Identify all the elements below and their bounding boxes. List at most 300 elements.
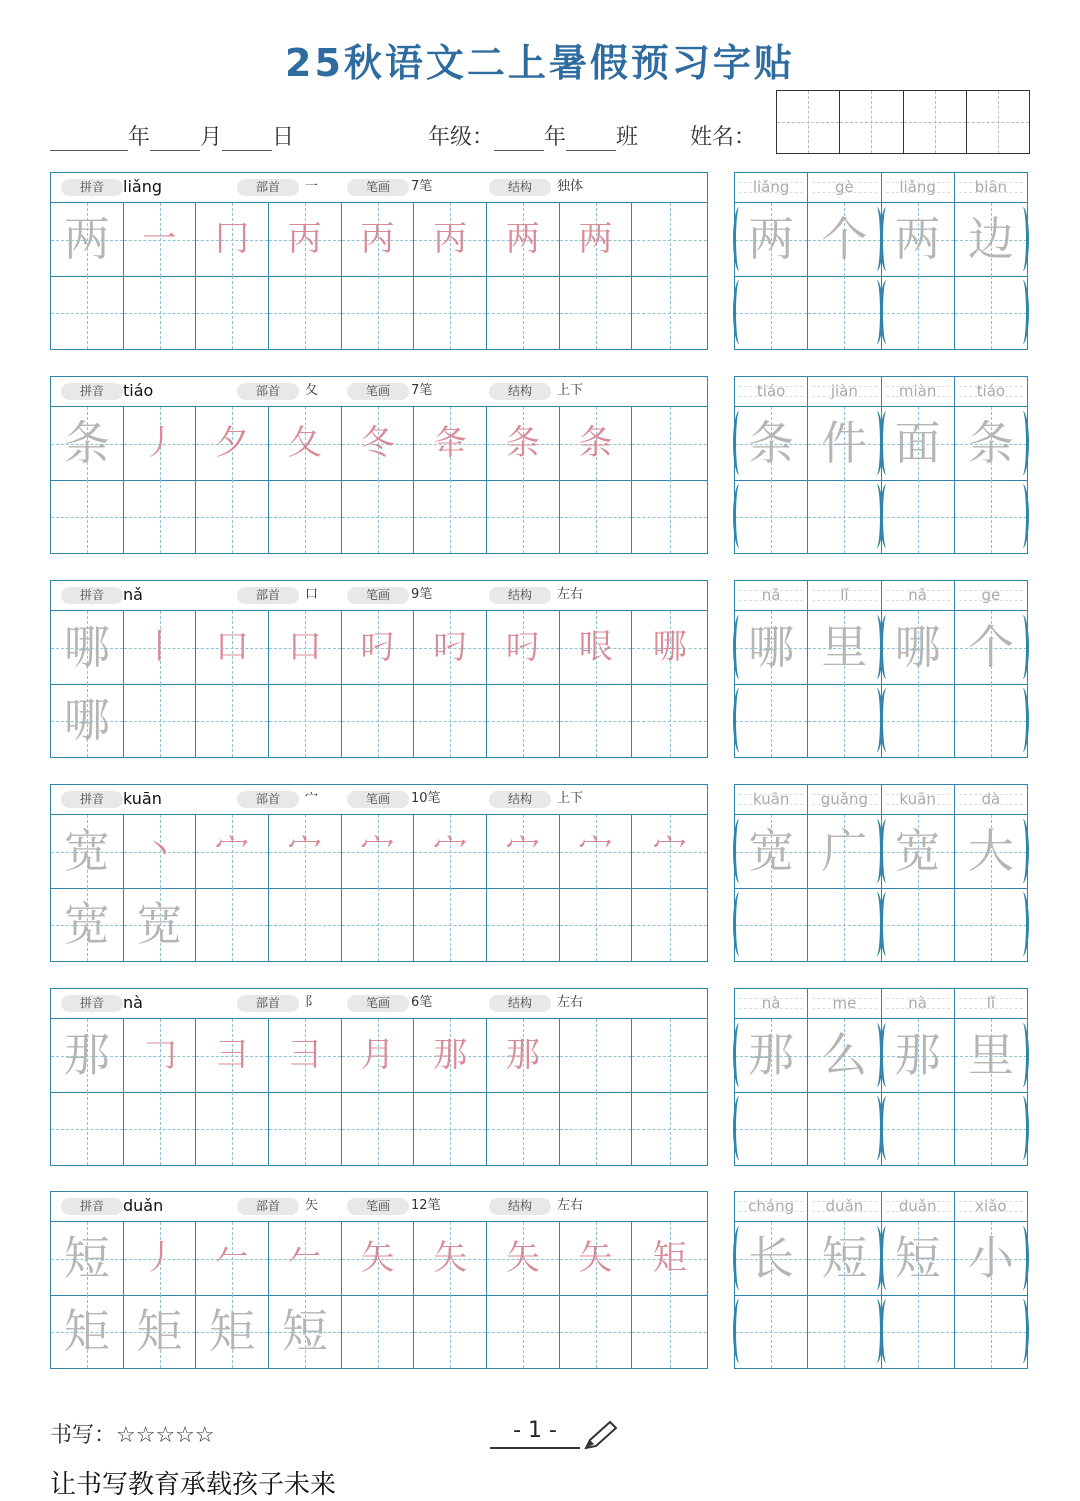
char-block-4 (0, 784, 1080, 964)
writing-cell[interactable] (269, 276, 342, 349)
left-paren (733, 484, 746, 548)
writing-cell[interactable]: 𠂉 (196, 1222, 269, 1295)
word-pinyin: kuān (735, 785, 808, 814)
left-paren (880, 207, 893, 271)
char-info-header (51, 377, 707, 407)
pinyin-value: kuān (123, 789, 162, 808)
word-cell[interactable] (882, 1295, 955, 1368)
word-cell[interactable]: 边 (955, 203, 1027, 276)
writing-cell[interactable]: 彐 (269, 1019, 342, 1092)
word-pinyin: biān (955, 173, 1027, 202)
writing-cell[interactable]: 两 (487, 203, 560, 276)
right-paren (1016, 280, 1029, 344)
word-cell[interactable] (735, 1295, 808, 1368)
class-line: 年级： 年 班 (428, 125, 639, 150)
char-info-header (51, 785, 707, 815)
right-paren (1016, 1096, 1029, 1160)
structure-tag: 结构 (489, 587, 551, 604)
practice-row (51, 888, 707, 961)
left-paren (880, 1023, 893, 1087)
writing-cell[interactable] (269, 1092, 342, 1165)
writing-cell[interactable]: 哏 (560, 611, 633, 684)
writing-cell[interactable]: 矩 (632, 1222, 707, 1295)
strokes-value: 7笔 (411, 383, 433, 398)
left-paren (880, 892, 893, 956)
writing-cell[interactable] (342, 684, 415, 757)
word-row (735, 684, 1027, 757)
writing-cell[interactable] (51, 276, 124, 349)
writing-cell[interactable]: 哪 (51, 611, 124, 684)
writing-cell[interactable] (196, 684, 269, 757)
left-paren (733, 280, 746, 344)
writing-cell[interactable]: 条 (560, 407, 633, 480)
structure-value: 左右 (557, 995, 584, 1010)
practice-grid (50, 580, 708, 758)
writing-cell[interactable]: 一 (124, 203, 197, 276)
page-number: - 1 - (490, 1418, 580, 1449)
word-pinyin: nǎ (735, 581, 808, 610)
writing-cell[interactable]: 宀 (487, 815, 560, 888)
strokes-tag: 笔画 (347, 587, 409, 604)
word-pinyin-row (735, 989, 1027, 1019)
right-paren (1016, 1299, 1029, 1363)
char-block-6 (0, 1191, 1080, 1371)
writing-cell[interactable]: 那 (487, 1019, 560, 1092)
radical-value: 矢 (305, 1198, 319, 1213)
word-cell[interactable] (735, 888, 808, 961)
word-cell[interactable] (808, 684, 881, 757)
word-cell[interactable]: 面 (882, 407, 955, 480)
radical-tag: 部首 (237, 995, 299, 1012)
left-paren (733, 688, 746, 752)
writing-cell[interactable] (487, 480, 560, 553)
writing-cell[interactable]: 冬 (342, 407, 415, 480)
writing-cell[interactable] (342, 276, 415, 349)
writing-cell[interactable] (342, 1092, 415, 1165)
word-row (735, 203, 1027, 277)
writing-cell[interactable] (124, 1092, 197, 1165)
word-pinyin: ge (955, 581, 1027, 610)
writing-cell[interactable]: 那 (51, 1019, 124, 1092)
word-cell[interactable] (735, 684, 808, 757)
writing-cell[interactable] (560, 480, 633, 553)
word-row (735, 407, 1027, 481)
writing-cell[interactable] (487, 1295, 560, 1368)
word-cell[interactable]: 两 (735, 203, 808, 276)
word-cell[interactable]: 么 (808, 1019, 881, 1092)
writing-cell[interactable]: 矩 (124, 1295, 197, 1368)
practice-row (51, 480, 707, 553)
writing-cell[interactable] (414, 276, 487, 349)
word-cell[interactable] (735, 1092, 808, 1165)
word-cell[interactable] (955, 888, 1027, 961)
word-cell[interactable] (955, 1295, 1027, 1368)
structure-tag: 结构 (489, 179, 551, 196)
word-cell[interactable] (735, 480, 808, 553)
radical-tag: 部首 (237, 791, 299, 808)
word-cell[interactable]: 个 (808, 203, 881, 276)
word-cell[interactable]: 短 (882, 1222, 955, 1295)
practice-row (51, 684, 707, 757)
left-paren (733, 411, 746, 475)
writing-cell[interactable] (124, 684, 197, 757)
word-cell[interactable]: 条 (955, 407, 1027, 480)
word-grid (734, 580, 1028, 758)
writing-cell[interactable] (414, 480, 487, 553)
writing-cell[interactable]: 那 (414, 1019, 487, 1092)
writing-cell[interactable]: 叼 (487, 611, 560, 684)
writing-cell[interactable]: 矢 (487, 1222, 560, 1295)
writing-cell[interactable] (632, 1295, 707, 1368)
word-cell[interactable] (882, 480, 955, 553)
word-grid (734, 172, 1028, 350)
writing-cell[interactable] (560, 1019, 633, 1092)
word-pinyin: liǎng (882, 173, 955, 202)
radical-value: 宀 (305, 791, 319, 806)
year-blank[interactable] (50, 126, 128, 151)
writing-cell[interactable] (414, 1295, 487, 1368)
name-boxes[interactable] (776, 90, 1030, 154)
left-paren (733, 615, 746, 679)
writing-cell[interactable] (51, 480, 124, 553)
writing-cell[interactable] (560, 888, 633, 961)
word-cell[interactable]: 件 (808, 407, 881, 480)
left-paren (880, 688, 893, 752)
writing-cell[interactable] (414, 888, 487, 961)
writing-rating: 书写：☆☆☆☆☆ (50, 1423, 215, 1448)
writing-cell[interactable] (342, 888, 415, 961)
writing-cell[interactable]: 哪 (51, 684, 124, 757)
writing-cell[interactable] (51, 1092, 124, 1165)
pinyin-tag: 拼音 (61, 587, 123, 604)
writing-cell[interactable] (560, 684, 633, 757)
word-pinyin-row (735, 377, 1027, 407)
writing-cell[interactable] (632, 1092, 707, 1165)
word-cell[interactable]: 哪 (735, 611, 808, 684)
writing-cell[interactable] (632, 684, 707, 757)
writing-cell[interactable]: 丿 (124, 407, 197, 480)
right-paren (1016, 819, 1029, 883)
writing-cell[interactable]: 短 (51, 1222, 124, 1295)
structure-tag: 结构 (489, 383, 551, 400)
writing-cell[interactable] (560, 276, 633, 349)
practice-row (51, 815, 707, 889)
word-cell[interactable]: 条 (735, 407, 808, 480)
writing-cell[interactable]: 矢 (560, 1222, 633, 1295)
writing-cell[interactable] (487, 684, 560, 757)
practice-grid (50, 376, 708, 554)
radical-value: 阝 (305, 995, 319, 1010)
practice-row (51, 1019, 707, 1093)
word-cell[interactable] (882, 684, 955, 757)
writing-cell[interactable] (124, 480, 197, 553)
word-pinyin: tiáo (735, 377, 808, 406)
writing-cell[interactable] (632, 407, 707, 480)
word-cell[interactable] (808, 276, 881, 349)
word-cell[interactable]: 小 (955, 1222, 1027, 1295)
word-grid (734, 1191, 1028, 1369)
writing-cell[interactable]: 夂 (269, 407, 342, 480)
writing-cell[interactable]: 矢 (414, 1222, 487, 1295)
pen-icon (582, 1420, 620, 1452)
writing-cell[interactable]: 两 (51, 203, 124, 276)
practice-row (51, 203, 707, 277)
writing-cell[interactable] (196, 480, 269, 553)
writing-cell[interactable]: 口 (269, 611, 342, 684)
word-cell[interactable]: 短 (808, 1222, 881, 1295)
writing-cell[interactable] (342, 480, 415, 553)
right-paren (1016, 1023, 1029, 1087)
word-cell[interactable]: 宽 (735, 815, 808, 888)
writing-cell[interactable] (196, 888, 269, 961)
writing-cell[interactable] (560, 1295, 633, 1368)
writing-cell[interactable]: 矢 (342, 1222, 415, 1295)
day-blank[interactable] (222, 126, 272, 151)
word-pinyin: liǎng (735, 173, 808, 202)
left-paren (880, 484, 893, 548)
writing-cell[interactable] (632, 203, 707, 276)
writing-cell[interactable] (560, 1092, 633, 1165)
word-cell[interactable] (808, 1295, 881, 1368)
word-cell[interactable]: 那 (882, 1019, 955, 1092)
word-grid (734, 988, 1028, 1166)
word-cell[interactable]: 哪 (882, 611, 955, 684)
word-pinyin: nà (735, 989, 808, 1018)
date-line: 年 月 日 (50, 120, 294, 151)
word-cell[interactable] (882, 276, 955, 349)
writing-cell[interactable]: 两 (560, 203, 633, 276)
word-cell[interactable] (882, 1092, 955, 1165)
writing-cell[interactable]: 丙 (269, 203, 342, 276)
writing-cell[interactable]: 口 (196, 611, 269, 684)
writing-cell[interactable] (196, 276, 269, 349)
writing-cell[interactable]: 宀 (269, 815, 342, 888)
writing-cell[interactable] (487, 1092, 560, 1165)
word-cell[interactable]: 宽 (882, 815, 955, 888)
word-row (735, 1222, 1027, 1296)
char-info-header (51, 173, 707, 203)
word-pinyin: me (808, 989, 881, 1018)
word-row (735, 611, 1027, 685)
writing-cell[interactable]: 丶 (124, 815, 197, 888)
word-pinyin-row (735, 1192, 1027, 1222)
word-pinyin: cháng (735, 1192, 808, 1221)
right-paren (1016, 892, 1029, 956)
word-row (735, 276, 1027, 349)
writing-cell[interactable] (632, 276, 707, 349)
char-block-2 (0, 376, 1080, 556)
word-pinyin-row (735, 173, 1027, 203)
pinyin-value: liǎng (123, 177, 162, 196)
strokes-value: 7笔 (411, 179, 433, 194)
strokes-value: 6笔 (411, 995, 433, 1010)
practice-grid (50, 988, 708, 1166)
writing-cell[interactable] (342, 1295, 415, 1368)
strokes-tag: 笔画 (347, 179, 409, 196)
right-paren (1016, 688, 1029, 752)
writing-cell[interactable]: 彐 (196, 1019, 269, 1092)
word-cell[interactable]: 那 (735, 1019, 808, 1092)
writing-cell[interactable] (632, 480, 707, 553)
writing-cell[interactable] (269, 684, 342, 757)
writing-cell[interactable]: 矩 (51, 1295, 124, 1368)
word-cell[interactable] (955, 480, 1027, 553)
char-block-1 (0, 172, 1080, 352)
word-pinyin: nǎ (882, 581, 955, 610)
writing-cell[interactable]: 哪 (632, 611, 707, 684)
strokes-value: 9笔 (411, 587, 433, 602)
writing-cell[interactable] (269, 888, 342, 961)
word-row (735, 480, 1027, 553)
left-paren (880, 819, 893, 883)
pinyin-value: tiáo (123, 381, 154, 400)
word-cell[interactable]: 长 (735, 1222, 808, 1295)
word-row (735, 1092, 1027, 1165)
writing-cell[interactable]: 夅 (414, 407, 487, 480)
structure-value: 上下 (557, 791, 584, 806)
writing-cell[interactable]: 宀 (196, 815, 269, 888)
writing-cell[interactable]: 月 (342, 1019, 415, 1092)
radical-tag: 部首 (237, 383, 299, 400)
word-row (735, 815, 1027, 889)
writing-cell[interactable]: 宀 (414, 815, 487, 888)
word-cell[interactable]: 个 (955, 611, 1027, 684)
word-pinyin: lǐ (808, 581, 881, 610)
writing-cell[interactable]: 矩 (196, 1295, 269, 1368)
structure-value: 独体 (557, 179, 584, 194)
strokes-tag: 笔画 (347, 383, 409, 400)
left-paren (880, 615, 893, 679)
pinyin-tag: 拼音 (61, 995, 123, 1012)
writing-cell[interactable]: 夕 (196, 407, 269, 480)
word-pinyin-row (735, 581, 1027, 611)
writing-cell[interactable] (632, 888, 707, 961)
left-paren (733, 207, 746, 271)
right-paren (1016, 484, 1029, 548)
writing-cell[interactable]: 宽 (51, 815, 124, 888)
word-pinyin: duǎn (808, 1192, 881, 1221)
left-paren (733, 1096, 746, 1160)
writing-cell[interactable]: 叼 (342, 611, 415, 684)
left-paren (880, 280, 893, 344)
word-cell[interactable]: 里 (808, 611, 881, 684)
char-info-header (51, 1192, 707, 1222)
writing-cell[interactable]: 宀 (342, 815, 415, 888)
writing-cell[interactable]: 丨 (124, 611, 197, 684)
month-blank[interactable] (150, 126, 200, 151)
slogan: 让书写教育承载孩子未来 (50, 1470, 337, 1500)
writing-cell[interactable] (414, 684, 487, 757)
structure-tag: 结构 (489, 791, 551, 808)
radical-value: 口 (305, 587, 319, 602)
word-cell[interactable] (808, 888, 881, 961)
writing-cell[interactable] (269, 480, 342, 553)
writing-cell[interactable]: 宽 (51, 888, 124, 961)
word-pinyin: duǎn (882, 1192, 955, 1221)
writing-cell[interactable] (632, 1019, 707, 1092)
class-blank[interactable] (566, 126, 616, 151)
writing-cell[interactable]: 叼 (414, 611, 487, 684)
word-pinyin: xiǎo (955, 1192, 1027, 1221)
char-block-5 (0, 988, 1080, 1168)
writing-cell[interactable]: 丙 (414, 203, 487, 276)
writing-cell[interactable] (196, 1092, 269, 1165)
grade-blank[interactable] (494, 126, 544, 151)
writing-cell[interactable]: 宀 (632, 815, 707, 888)
writing-cell[interactable]: 宽 (124, 888, 197, 961)
writing-cell[interactable] (414, 1092, 487, 1165)
radical-tag: 部首 (237, 179, 299, 196)
char-info-header (51, 989, 707, 1019)
strokes-tag: 笔画 (347, 1198, 409, 1215)
word-pinyin: tiáo (955, 377, 1027, 406)
char-block-3 (0, 580, 1080, 760)
word-cell[interactable]: 里 (955, 1019, 1027, 1092)
writing-cell[interactable] (487, 888, 560, 961)
pinyin-tag: 拼音 (61, 179, 123, 196)
word-cell[interactable] (808, 1092, 881, 1165)
left-paren (733, 892, 746, 956)
word-cell[interactable] (955, 1092, 1027, 1165)
word-row (735, 888, 1027, 961)
radical-value: 夂 (305, 383, 319, 398)
left-paren (880, 1226, 893, 1290)
word-row (735, 1295, 1027, 1368)
strokes-tag: 笔画 (347, 791, 409, 808)
left-paren (880, 411, 893, 475)
writing-cell[interactable]: 丙 (342, 203, 415, 276)
word-grid (734, 376, 1028, 554)
left-paren (733, 1299, 746, 1363)
word-cell[interactable]: 广 (808, 815, 881, 888)
word-cell[interactable] (955, 684, 1027, 757)
right-paren (1016, 615, 1029, 679)
word-cell[interactable] (735, 276, 808, 349)
word-cell[interactable] (955, 276, 1027, 349)
left-paren (733, 819, 746, 883)
word-pinyin: dà (955, 785, 1027, 814)
word-pinyin: kuān (882, 785, 955, 814)
word-cell[interactable] (808, 480, 881, 553)
writing-cell[interactable]: 冂 (196, 203, 269, 276)
word-pinyin: jiàn (808, 377, 881, 406)
writing-cell[interactable]: 条 (51, 407, 124, 480)
left-paren (880, 1299, 893, 1363)
word-row (735, 1019, 1027, 1093)
left-paren (733, 1023, 746, 1087)
writing-cell[interactable]: 𠃌 (124, 1019, 197, 1092)
writing-cell[interactable] (487, 276, 560, 349)
writing-cell[interactable]: 宀 (560, 815, 633, 888)
name-label: 姓名： (690, 125, 757, 150)
structure-value: 上下 (557, 383, 584, 398)
writing-cell[interactable]: 丿 (124, 1222, 197, 1295)
word-cell[interactable] (882, 888, 955, 961)
strokes-value: 12笔 (411, 1198, 441, 1213)
radical-value: 一 (305, 179, 319, 194)
writing-cell[interactable]: 条 (487, 407, 560, 480)
writing-cell[interactable] (124, 276, 197, 349)
radical-tag: 部首 (237, 1198, 299, 1215)
word-pinyin: nà (882, 989, 955, 1018)
writing-cell[interactable]: 短 (269, 1295, 342, 1368)
word-pinyin-row (735, 785, 1027, 815)
pinyin-tag: 拼音 (61, 383, 123, 400)
word-cell[interactable]: 两 (882, 203, 955, 276)
practice-row (51, 1295, 707, 1368)
word-cell[interactable]: 大 (955, 815, 1027, 888)
writing-cell[interactable]: 𠂉 (269, 1222, 342, 1295)
